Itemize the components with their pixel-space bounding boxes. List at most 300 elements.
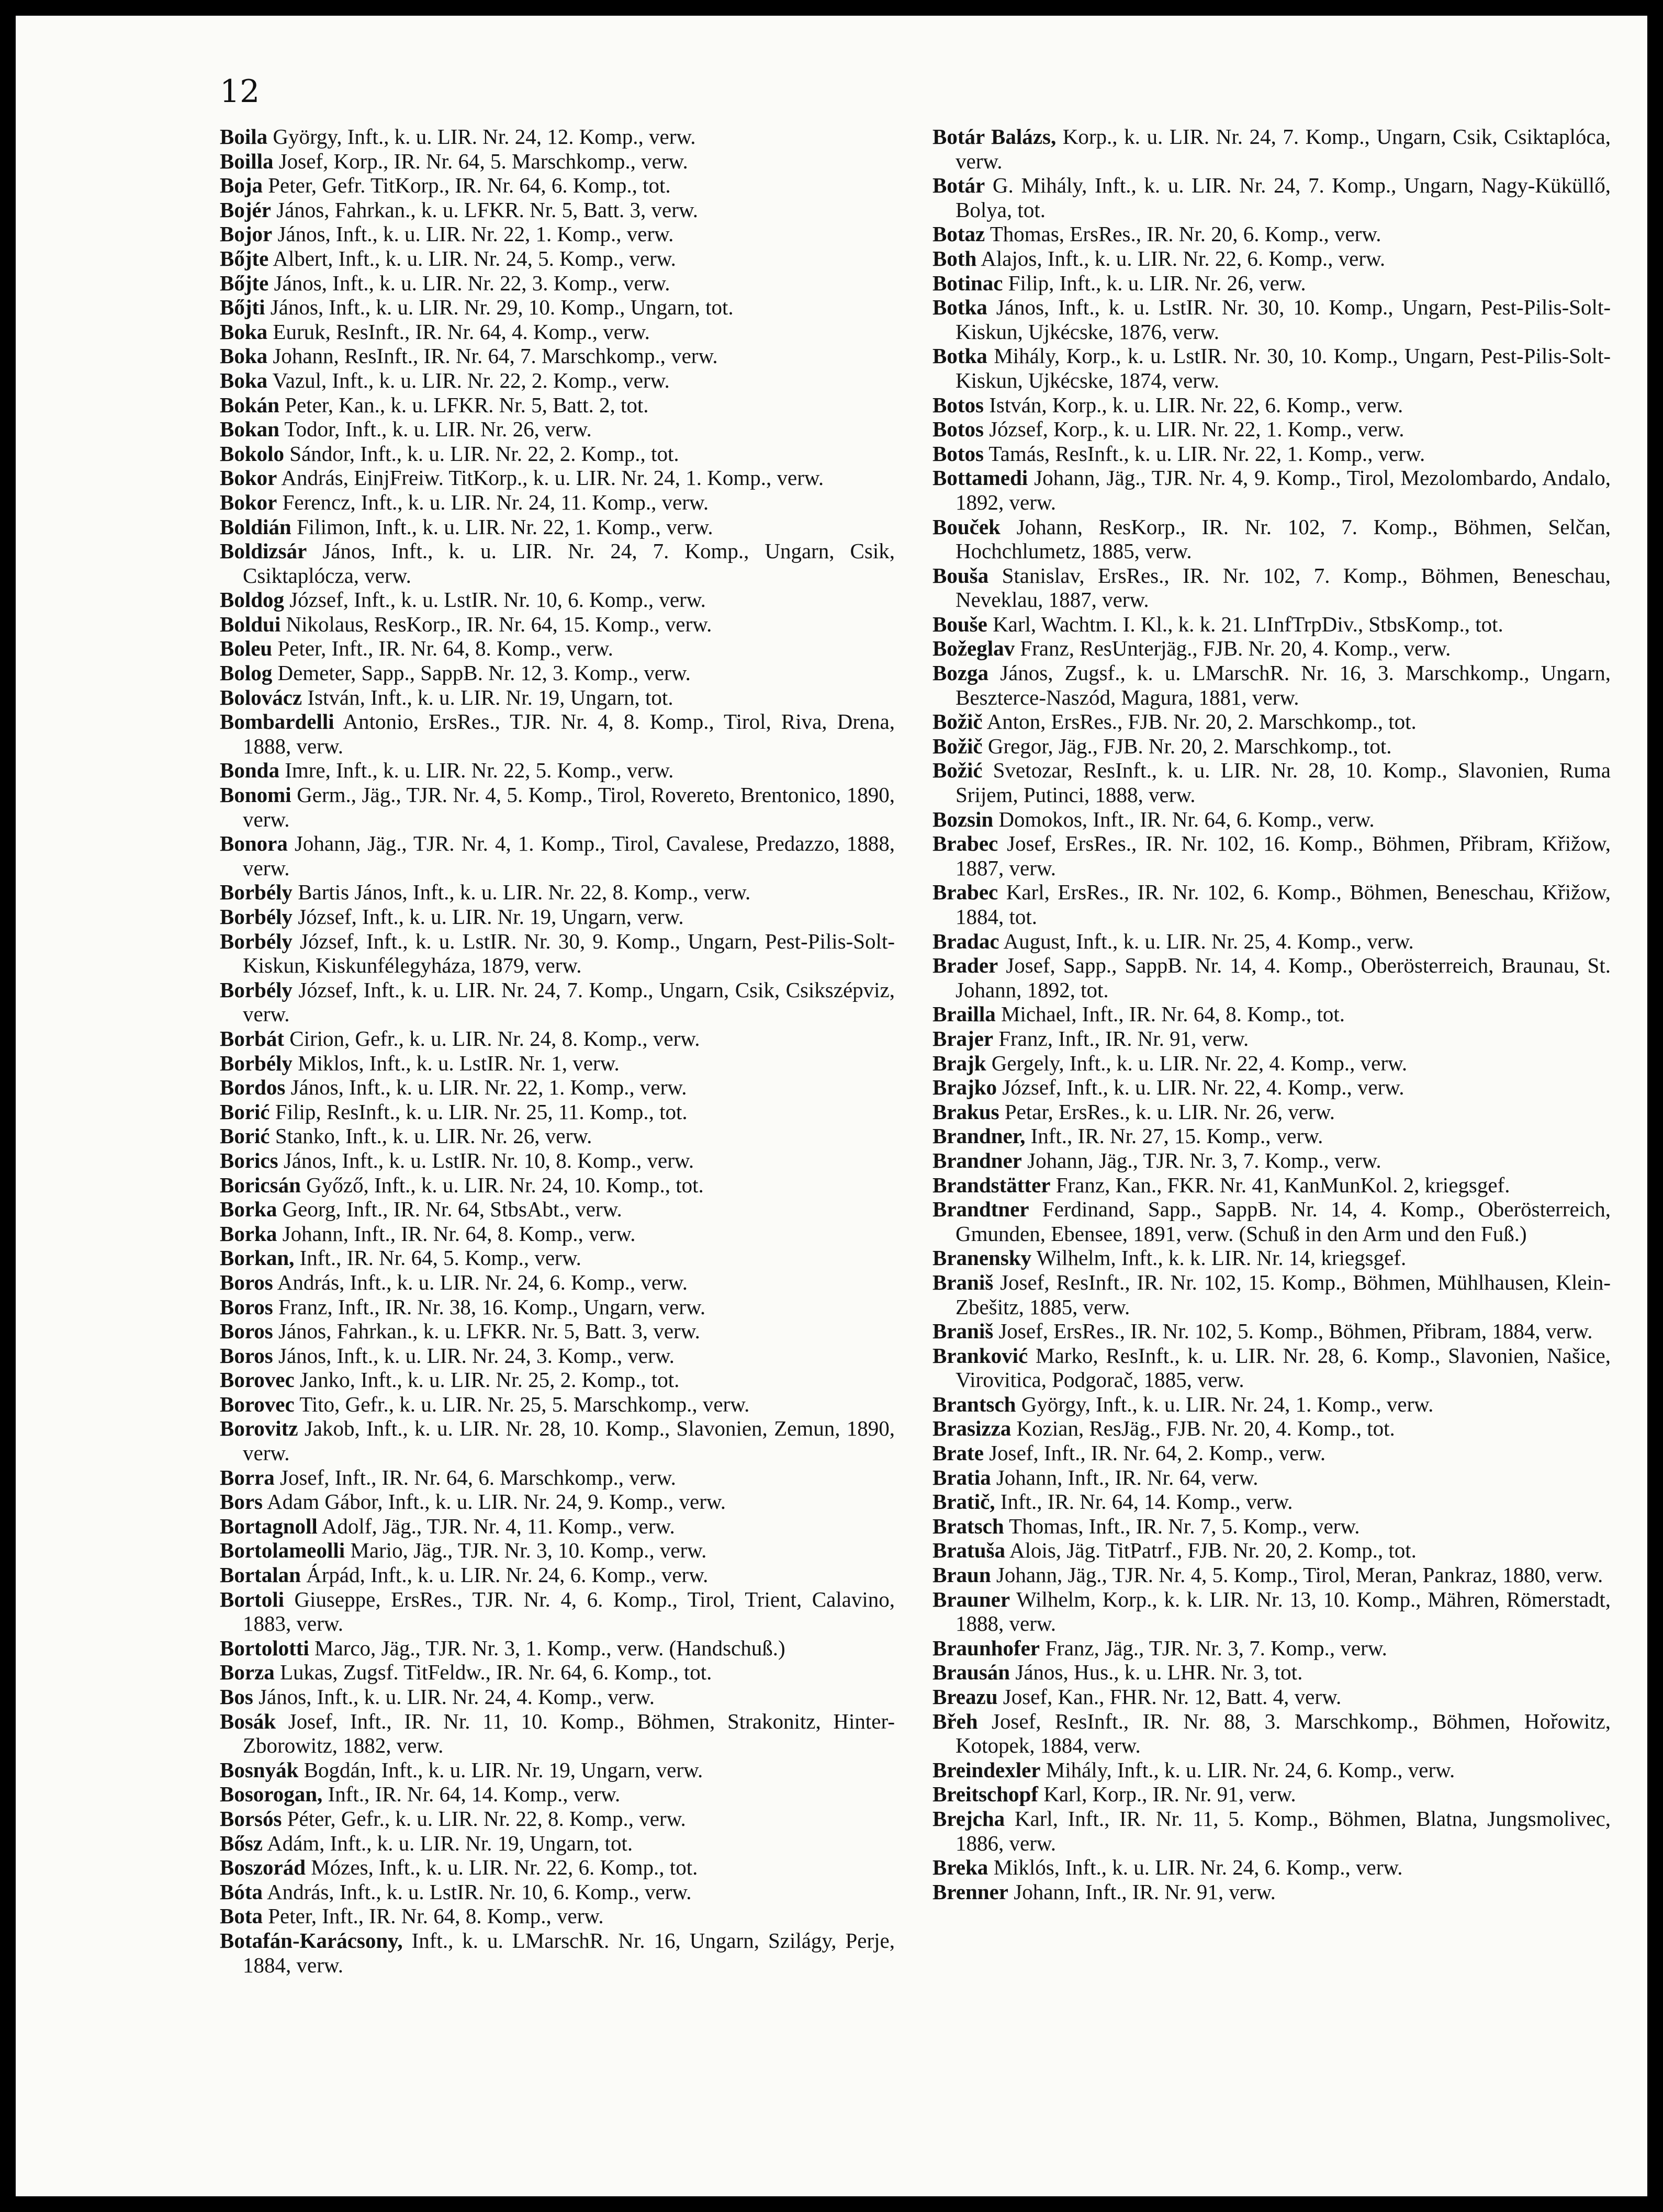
entry-details: Mario, Jäg., TJR. Nr. 3, 10. Komp., verw. xyxy=(345,1538,707,1563)
entry-surname: Borics xyxy=(220,1148,278,1172)
entry-details: Giuseppe, ErsRes., TJR. Nr. 4, 6. Komp., Tirol, Trient, Calavino, 1883, verw. xyxy=(243,1587,895,1636)
list-item xyxy=(932,734,1611,759)
entry-surname: Borovec xyxy=(220,1392,295,1416)
entry-details: Tamás, ResInft., k. u. LIR. Nr. 22, 1. Komp., verw. xyxy=(983,441,1425,466)
entry-surname: Borić xyxy=(220,1099,270,1124)
list-item xyxy=(220,1758,895,1782)
entry-details: Johann, Jäg., TJR. Nr. 3, 7. Komp., verw. xyxy=(1021,1148,1381,1172)
list-item xyxy=(932,1563,1611,1587)
list-item xyxy=(220,295,895,320)
entry-details: Peter, Kan., k. u. LFKR. Nr. 5, Batt. 2, tot. xyxy=(279,392,649,417)
entry-surname: Botinac xyxy=(932,270,1003,295)
entry-surname: Branensky xyxy=(932,1246,1032,1270)
list-item xyxy=(932,1709,1611,1758)
list-item xyxy=(932,417,1611,442)
list-item xyxy=(932,1538,1611,1563)
list-item xyxy=(220,588,895,612)
entry-surname: Boldizsár xyxy=(220,539,307,563)
list-item xyxy=(220,1392,895,1417)
entry-surname: Borbély xyxy=(220,905,293,929)
entry-details: Győző, Inft., k. u. LIR. Nr. 24, 10. Komp., tot. xyxy=(300,1172,704,1197)
entry-details: Inft., k. u. LMarschR. Nr. 16, Ungarn, Szilágy, Perje, 1884, verw. xyxy=(243,1928,895,1977)
list-item xyxy=(932,1392,1611,1417)
entry-surname: Borovec xyxy=(220,1368,295,1392)
entry-surname: Bradac xyxy=(932,929,999,953)
entry-details: Josef, Kan., FHR. Nr. 12, Batt. 4, verw. xyxy=(997,1685,1342,1709)
list-item xyxy=(220,1026,895,1051)
entry-details: Marco, Jäg., TJR. Nr. 3, 1. Komp., verw. (Handschuß.) xyxy=(309,1635,785,1660)
list-item xyxy=(220,1222,895,1246)
entry-surname: Braniš xyxy=(932,1270,994,1294)
list-item xyxy=(932,758,1611,807)
entry-surname: Bojér xyxy=(220,197,271,222)
entry-surname: Bőjte xyxy=(220,270,269,295)
entry-details: János, Inft., k. u. LIR. Nr. 22, 1. Komp., verw. xyxy=(272,222,674,246)
entry-surname: Bojor xyxy=(220,222,273,246)
list-item xyxy=(220,198,895,222)
list-item xyxy=(932,1880,1611,1904)
entry-surname: Boleu xyxy=(220,636,273,661)
list-item xyxy=(220,344,895,368)
entry-surname: Bolog xyxy=(220,661,273,685)
entry-details: Tito, Gefr., k. u. LIR. Nr. 25, 5. Marschkomp., verw. xyxy=(294,1392,750,1416)
entry-surname: Brabec xyxy=(932,831,998,856)
entry-surname: Bouša xyxy=(932,563,989,588)
list-item xyxy=(220,539,895,588)
list-item xyxy=(220,783,895,831)
list-item xyxy=(220,1709,895,1758)
entry-surname: Boja xyxy=(220,173,263,198)
entry-details: Josef, Inft., IR. Nr. 11, 10. Komp., Böhmen, Strakonitz, Hinter-Zborowitz, 1882, verw. xyxy=(243,1709,895,1758)
entry-details: Kozian, ResJäg., FJB. Nr. 20, 4. Komp., tot. xyxy=(1011,1416,1395,1441)
list-item xyxy=(932,1002,1611,1026)
entry-surname: Brandner xyxy=(932,1148,1022,1172)
entry-details: Péter, Gefr., k. u. LIR. Nr. 22, 8. Komp., verw. xyxy=(282,1806,686,1831)
entry-surname: Borka xyxy=(220,1221,277,1246)
list-item xyxy=(220,1173,895,1198)
list-item xyxy=(220,709,895,758)
list-item xyxy=(932,1782,1611,1807)
entry-details: Georg, Inft., IR. Nr. 64, StbsAbt., verw. xyxy=(277,1197,622,1222)
list-item xyxy=(220,1295,895,1319)
entry-details: János, Inft., k. u. LIR. Nr. 24, 7. Komp., Ungarn, Csik, Csiktaplócza, verw. xyxy=(243,539,895,588)
list-item xyxy=(220,1685,895,1709)
entry-details: János, Fahrkan., k. u. LFKR. Nr. 5, Batt. 3, verw. xyxy=(271,197,699,222)
entry-surname: Braunhofer xyxy=(932,1635,1040,1660)
list-item xyxy=(220,271,895,296)
list-item xyxy=(220,393,895,417)
entry-details: Franz, Jäg., TJR. Nr. 3, 7. Komp., verw. xyxy=(1040,1635,1387,1660)
list-item xyxy=(932,246,1611,271)
entry-surname: Bokán xyxy=(220,392,279,417)
entry-surname: Bouček xyxy=(932,514,1001,539)
entry-surname: Bősz xyxy=(220,1831,263,1855)
list-item xyxy=(220,1636,895,1661)
entry-surname: Bokor xyxy=(220,490,277,514)
entry-surname: Borbát xyxy=(220,1026,284,1051)
entry-details: Franz, Inft., IR. Nr. 91, verw. xyxy=(993,1026,1249,1051)
list-item xyxy=(932,271,1611,296)
entry-details: Filip, ResInft., k. u. LIR. Nr. 25, 11. Komp., tot. xyxy=(269,1099,688,1124)
list-item xyxy=(932,1026,1611,1051)
entry-surname: Breitschopf xyxy=(932,1782,1038,1807)
entry-details: Gregor, Jäg., FJB. Nr. 20, 2. Marschkomp., tot. xyxy=(982,733,1392,758)
entry-surname: Breindexler xyxy=(932,1757,1041,1782)
list-item xyxy=(932,1344,1611,1392)
entry-details: Euruk, ResInft., IR. Nr. 64, 4. Komp., verw. xyxy=(267,319,650,344)
list-item xyxy=(220,1368,895,1392)
list-item xyxy=(932,295,1611,344)
list-item xyxy=(220,1807,895,1831)
entry-surname: Boka xyxy=(220,368,268,392)
entry-details: Germ., Jäg., TJR. Nr. 4, 5. Komp., Tirol, Rovereto, Brentonico, 1890, verw. xyxy=(243,783,895,831)
entry-surname: Borbély xyxy=(220,929,293,953)
list-item xyxy=(932,442,1611,466)
entry-details: Antonio, ErsRes., TJR. Nr. 4, 8. Komp., Tirol, Riva, Drena, 1888, verw. xyxy=(243,709,895,758)
entry-surname: Boricsán xyxy=(220,1172,301,1197)
entry-surname: Bőjti xyxy=(220,295,265,320)
entry-details: Nikolaus, ResKorp., IR. Nr. 64, 15. Komp., verw. xyxy=(280,612,712,636)
list-item xyxy=(932,125,1611,173)
entry-details: Karl, Korp., IR. Nr. 91, verw. xyxy=(1038,1782,1296,1807)
entry-surname: Boros xyxy=(220,1270,273,1294)
entry-surname: Bőjte xyxy=(220,246,269,270)
list-item xyxy=(220,758,895,783)
entry-surname: Botaz xyxy=(932,222,985,246)
entry-surname: Borbély xyxy=(220,880,293,905)
entry-details: Alois, Jäg. TitPatrf., FJB. Nr. 20, 2. Komp., tot. xyxy=(1005,1538,1417,1563)
entry-surname: Branković xyxy=(932,1343,1028,1368)
list-item xyxy=(932,1270,1611,1319)
entry-details: Stanko, Inft., k. u. LIR. Nr. 26, verw. xyxy=(269,1124,592,1148)
entry-surname: Bonda xyxy=(220,758,279,783)
entry-details: Ferencz, Inft., k. u. LIR. Nr. 24, 11. Komp., verw. xyxy=(277,490,709,514)
entry-details: János, Inft., k. u. LIR. Nr. 22, 3. Komp., verw. xyxy=(268,270,670,295)
entry-details: Inft., IR. Nr. 27, 15. Komp., verw. xyxy=(1025,1124,1323,1148)
entry-details: János, Inft., k. u. LIR. Nr. 29, 10. Komp., Ungarn, tot. xyxy=(265,295,734,320)
entry-details: Miklós, Inft., k. u. LIR. Nr. 24, 6. Komp., verw. xyxy=(988,1855,1403,1880)
entry-details: Vazul, Inft., k. u. LIR. Nr. 22, 2. Komp., verw. xyxy=(267,368,670,392)
entry-details: Peter, Inft., IR. Nr. 64, 8. Komp., verw. xyxy=(272,636,613,661)
list-item xyxy=(220,612,895,637)
entry-details: Bartis János, Inft., k. u. LIR. Nr. 22, 8. Komp., verw. xyxy=(292,880,751,905)
list-item xyxy=(932,1416,1611,1441)
list-item xyxy=(932,1173,1611,1198)
entry-details: Korp., k. u. LIR. Nr. 24, 7. Komp., Ungarn, Csik, Csiktaplóca, verw. xyxy=(956,125,1611,173)
entry-surname: Brauner xyxy=(932,1587,1010,1611)
entry-surname: Bosorogan, xyxy=(220,1782,323,1807)
entry-details: Árpád, Inft., k. u. LIR. Nr. 24, 6. Komp., verw. xyxy=(300,1563,709,1587)
list-item xyxy=(220,173,895,198)
entry-details: G. Mihály, Inft., k. u. LIR. Nr. 24, 7. Komp., Ungarn, Nagy-Küküllő, Bolya, tot. xyxy=(956,173,1611,222)
entry-surname: Boros xyxy=(220,1343,273,1368)
list-item xyxy=(932,807,1611,832)
entry-surname: Bokolo xyxy=(220,441,285,466)
entry-surname: Božić xyxy=(932,758,983,783)
list-item xyxy=(220,1319,895,1344)
list-item xyxy=(220,905,895,929)
entry-details: Adolf, Jäg., TJR. Nr. 4, 11. Komp., verw. xyxy=(317,1514,675,1538)
entry-surname: Bozsin xyxy=(932,807,994,831)
entry-surname: Borka xyxy=(220,1197,277,1222)
list-item xyxy=(932,1489,1611,1514)
entry-surname: Bottamedi xyxy=(932,466,1028,490)
list-item xyxy=(220,978,895,1026)
entry-surname: Bozga xyxy=(932,661,989,685)
entry-surname: Bóta xyxy=(220,1879,263,1904)
list-item xyxy=(932,1660,1611,1685)
entry-details: Johann, Inft., IR. Nr. 64, 8. Komp., verw. xyxy=(277,1221,636,1246)
entry-details: József, Inft., k. u. LIR. Nr. 22, 4. Komp., verw. xyxy=(997,1075,1404,1100)
entry-details: Albert, Inft., k. u. LIR. Nr. 24, 5. Komp., verw. xyxy=(268,246,676,270)
entry-surname: Bos xyxy=(220,1685,253,1709)
entry-details: Josef, ErsRes., IR. Nr. 102, 16. Komp., Böhmen, Přibram, Křižow, 1887, verw. xyxy=(956,831,1611,880)
list-item xyxy=(220,1782,895,1807)
entry-surname: Bota xyxy=(220,1904,263,1928)
list-item xyxy=(932,1124,1611,1148)
entry-surname: Boka xyxy=(220,344,268,368)
entry-surname: Bortolotti xyxy=(220,1635,309,1660)
list-item xyxy=(220,1538,895,1563)
list-item xyxy=(220,466,895,490)
entry-surname: Brausán xyxy=(932,1660,1010,1685)
list-item xyxy=(220,1660,895,1685)
list-item xyxy=(220,1928,895,1977)
entry-details: Imre, Inft., k. u. LIR. Nr. 22, 5. Komp., verw. xyxy=(279,758,674,783)
list-item xyxy=(220,1880,895,1904)
entry-surname: Borovitz xyxy=(220,1416,298,1441)
entry-surname: Botos xyxy=(932,417,984,442)
list-item xyxy=(220,1465,895,1490)
list-item xyxy=(220,685,895,710)
list-item xyxy=(220,1100,895,1124)
entry-surname: Brakus xyxy=(932,1099,999,1124)
list-item xyxy=(220,661,895,685)
list-item xyxy=(932,1807,1611,1855)
list-item xyxy=(932,344,1611,392)
entry-details: Josef, ResInft., IR. Nr. 102, 15. Komp., Böhmen, Mühlhausen, Klein-Zbešitz, 1885, verw. xyxy=(956,1270,1611,1319)
entry-surname: Brajer xyxy=(932,1026,994,1051)
list-item xyxy=(932,880,1611,929)
entry-surname: Breazu xyxy=(932,1685,998,1709)
entry-surname: Borsós xyxy=(220,1806,282,1831)
entry-details: Josef, ErsRes., IR. Nr. 102, 5. Komp., Böhmen, Přibram, 1884, verw. xyxy=(993,1319,1593,1344)
entry-details: János, Inft., k. u. LstIR. Nr. 10, 8. Komp., verw. xyxy=(278,1148,694,1172)
list-item xyxy=(220,320,895,344)
entry-details: Karl, Inft., IR. Nr. 11, 5. Komp., Böhmen, Blatna, Jungsmolivec, 1886, verw. xyxy=(956,1806,1611,1855)
entry-surname: Botka xyxy=(932,344,987,368)
entry-surname: Brejcha xyxy=(932,1806,1005,1831)
entry-surname: Božič xyxy=(932,733,983,758)
entry-details: Sándor, Inft., k. u. LIR. Nr. 22, 2. Komp., tot. xyxy=(284,441,679,466)
list-item xyxy=(220,125,895,149)
entry-details: Lukas, Zugsf. TitFeldw., IR. Nr. 64, 6. Komp., tot. xyxy=(274,1660,712,1685)
list-item xyxy=(220,417,895,442)
entry-surname: Bosák xyxy=(220,1709,276,1733)
list-item xyxy=(220,1270,895,1295)
entry-details: Inft., IR. Nr. 64, 14. Komp., verw. xyxy=(322,1782,621,1807)
list-item xyxy=(220,246,895,271)
entry-details: Johann, Inft., IR. Nr. 91, verw. xyxy=(1008,1879,1276,1904)
list-item xyxy=(220,880,895,905)
entry-details: Franz, Kan., FKR. Nr. 41, KanMunKol. 2, kriegsgef. xyxy=(1050,1172,1510,1197)
right-column xyxy=(932,125,1611,1904)
entry-surname: Boros xyxy=(220,1294,273,1319)
entry-surname: Borbély xyxy=(220,1051,293,1075)
entry-details: György, Inft., k. u. LIR. Nr. 24, 1. Komp., verw. xyxy=(1016,1392,1434,1416)
list-item xyxy=(932,1636,1611,1661)
list-item xyxy=(220,636,895,661)
entry-surname: Brate xyxy=(932,1441,984,1465)
entry-surname: Bortolameolli xyxy=(220,1538,345,1563)
entry-details: Josef, Korp., IR. Nr. 64, 5. Marschkomp., verw. xyxy=(273,149,688,173)
entry-details: Adám, Inft., k. u. LIR. Nr. 19, Ungarn, tot. xyxy=(263,1831,633,1855)
list-item xyxy=(220,1514,895,1539)
list-item xyxy=(220,222,895,246)
entry-surname: Boila xyxy=(220,125,268,149)
list-item xyxy=(932,1197,1611,1246)
list-item xyxy=(932,515,1611,563)
entry-details: Bogdán, Inft., k. u. LIR. Nr. 19, Ungarn, verw. xyxy=(298,1757,703,1782)
entry-details: Thomas, Inft., IR. Nr. 7, 5. Komp., verw. xyxy=(1004,1514,1360,1538)
list-item xyxy=(932,1685,1611,1709)
entry-surname: Brabec xyxy=(932,880,998,905)
entry-details: Miklos, Inft., k. u. LstIR. Nr. 1, verw. xyxy=(292,1051,620,1075)
entry-details: Inft., IR. Nr. 64, 14. Komp., verw. xyxy=(995,1489,1293,1514)
left-column xyxy=(220,125,895,1977)
entry-surname: Boilla xyxy=(220,149,274,173)
entry-details: János, Inft., k. u. LstIR. Nr. 30, 10. Komp., Ungarn, Pest-Pilis-Solt-Kiskun, Ujkécske, 1876, verw. xyxy=(956,295,1611,344)
list-item xyxy=(220,1075,895,1100)
entry-surname: Borkan, xyxy=(220,1246,295,1270)
entry-surname: Botár Balázs, xyxy=(932,125,1057,149)
entry-details: András, Inft., k. u. LstIR. Nr. 10, 6. Komp., verw. xyxy=(263,1879,692,1904)
entry-details: Josef, ResInft., IR. Nr. 88, 3. Marschkomp., Böhmen, Hořowitz, Kotopek, 1884, verw. xyxy=(956,1709,1611,1758)
entry-details: Johann, Inft., IR. Nr. 64, verw. xyxy=(991,1465,1259,1489)
entry-details: Karl, Wachtm. I. Kl., k. k. 21. LInfTrpDiv., StbsKomp., tot. xyxy=(987,612,1503,636)
entry-details: Petar, ErsRes., k. u. LIR. Nr. 26, verw. xyxy=(999,1099,1335,1124)
list-item xyxy=(932,1051,1611,1076)
entry-details: Mihály, Korp., k. u. LstIR. Nr. 30, 10. Komp., Ungarn, Pest-Pilis-Solt-Kiskun, Ujkécske, 1874, verw. xyxy=(956,344,1611,392)
list-item xyxy=(220,1051,895,1076)
entry-details: Josef, Sapp., SappB. Nr. 14, 4. Komp., Oberösterreich, Braunau, St. Johann, 1892, tot. xyxy=(956,953,1611,1002)
entry-details: Ferdinand, Sapp., SappB. Nr. 14, 4. Komp., Oberösterreich, Gmunden, Ebensee, 1891, verw. (Schuß in den Arm und den Fuß.) xyxy=(956,1197,1611,1246)
entry-details: János, Hus., k. u. LHR. Nr. 3, tot. xyxy=(1010,1660,1303,1685)
entry-surname: Bokan xyxy=(220,417,279,442)
entry-surname: Borić xyxy=(220,1124,270,1148)
entry-surname: Bouše xyxy=(932,612,987,636)
entry-details: József, Inft., k. u. LstIR. Nr. 10, 6. Komp., verw. xyxy=(284,588,706,612)
list-item xyxy=(932,1855,1611,1880)
entry-surname: Brenner xyxy=(932,1879,1009,1904)
entry-surname: Bokor xyxy=(220,466,277,490)
entry-details: Wilhelm, Korp., k. k. LIR. Nr. 13, 10. Komp., Mähren, Römerstadt, 1888, verw. xyxy=(956,1587,1611,1636)
entry-details: August, Inft., k. u. LIR. Nr. 25, 4. Komp., verw. xyxy=(999,929,1414,953)
entry-surname: Brantsch xyxy=(932,1392,1016,1416)
list-item xyxy=(220,149,895,174)
entry-surname: Bortagnoll xyxy=(220,1514,318,1538)
list-item xyxy=(220,442,895,466)
entry-surname: Bosnyák xyxy=(220,1757,299,1782)
list-item xyxy=(932,1758,1611,1782)
list-item xyxy=(220,929,895,978)
entry-surname: Bratsch xyxy=(932,1514,1004,1538)
entry-surname: Botos xyxy=(932,441,984,466)
entry-surname: Botafán-Karácsony, xyxy=(220,1928,403,1953)
entry-details: Michael, Inft., IR. Nr. 64, 8. Komp., tot. xyxy=(995,1002,1345,1026)
entry-surname: Boldog xyxy=(220,588,285,612)
entry-details: György, Inft., k. u. LIR. Nr. 24, 12. Komp., verw. xyxy=(267,125,696,149)
entry-surname: Brandtner xyxy=(932,1197,1029,1222)
entry-details: Thomas, ErsRes., IR. Nr. 20, 6. Komp., verw. xyxy=(985,222,1381,246)
list-item xyxy=(932,222,1611,246)
entry-details: Gergely, Inft., k. u. LIR. Nr. 22, 4. Komp., verw. xyxy=(986,1051,1408,1075)
list-item xyxy=(932,1441,1611,1465)
list-item xyxy=(932,563,1611,612)
entry-surname: Breka xyxy=(932,1855,988,1880)
entry-surname: Boka xyxy=(220,319,268,344)
entry-surname: Brajko xyxy=(932,1075,997,1100)
entry-surname: Brader xyxy=(932,953,998,978)
entry-details: Marko, ResInft., k. u. LIR. Nr. 28, 6. Komp., Slavonien, Našice, Virovitica, Podgorač, 1885, verw. xyxy=(956,1343,1611,1392)
entry-details: József, Korp., k. u. LIR. Nr. 22, 1. Komp., verw. xyxy=(983,417,1404,442)
list-item xyxy=(932,466,1611,514)
entry-details: Johann, Jäg., TJR. Nr. 4, 5. Komp., Tirol, Meran, Pankraz, 1880, verw. xyxy=(991,1563,1603,1587)
entry-details: Adam Gábor, Inft., k. u. LIR. Nr. 24, 9. Komp., verw. xyxy=(263,1489,726,1514)
entry-details: Janko, Inft., k. u. LIR. Nr. 25, 2. Komp., tot. xyxy=(294,1368,680,1392)
entry-surname: Bonomi xyxy=(220,783,291,807)
entry-details: József, Inft., k. u. LIR. Nr. 19, Ungarn, verw. xyxy=(292,905,684,929)
entry-surname: Borza xyxy=(220,1660,275,1685)
entry-details: Johann, Jäg., TJR. Nr. 4, 1. Komp., Tirol, Cavalese, Predazzo, 1888, verw. xyxy=(243,831,895,880)
entry-details: Peter, Inft., IR. Nr. 64, 8. Komp., verw. xyxy=(263,1904,604,1928)
entry-surname: Břeh xyxy=(932,1709,978,1733)
entry-surname: Bordos xyxy=(220,1075,286,1100)
entry-details: Domokos, Inft., IR. Nr. 64, 6. Komp., verw. xyxy=(993,807,1375,831)
list-item xyxy=(220,1904,895,1928)
entry-details: András, EinjFreiw. TitKorp., k. u. LIR. Nr. 24, 1. Komp., verw. xyxy=(277,466,824,490)
entry-details: Mózes, Inft., k. u. LIR. Nr. 22, 6. Komp., tot. xyxy=(306,1855,698,1880)
entry-details: Peter, Gefr. TitKorp., IR. Nr. 64, 6. Komp., tot. xyxy=(263,173,671,198)
list-item xyxy=(932,1100,1611,1124)
entry-surname: Bonora xyxy=(220,831,288,856)
entry-surname: Brandner, xyxy=(932,1124,1026,1148)
entry-surname: Brailla xyxy=(932,1002,996,1026)
entry-details: János, Inft., k. u. LIR. Nr. 22, 1. Komp., verw. xyxy=(285,1075,687,1100)
entry-details: Jakob, Inft., k. u. LIR. Nr. 28, 10. Komp., Slavonien, Zemun, 1890, verw. xyxy=(243,1416,895,1465)
list-item xyxy=(932,1465,1611,1490)
list-item xyxy=(220,1344,895,1368)
entry-surname: Braniš xyxy=(932,1319,994,1344)
list-item xyxy=(220,1246,895,1270)
list-item xyxy=(220,1124,895,1148)
entry-details: József, Inft., k. u. LstIR. Nr. 30, 9. Komp., Ungarn, Pest-Pilis-Solt-Kiskun, Kiskunfélegyháza, 1879, verw. xyxy=(243,929,895,978)
entry-details: Mihály, Inft., k. u. LIR. Nr. 24, 6. Komp., verw. xyxy=(1040,1757,1455,1782)
entry-details: Todor, Inft., k. u. LIR. Nr. 26, verw. xyxy=(279,417,592,442)
entry-details: János, Zugsf., k. u. LMarschR. Nr. 16, 3. Marschkomp., Ungarn, Beszterce-Naszód, Magura, 1881, verw. xyxy=(956,661,1611,709)
list-item xyxy=(932,1075,1611,1100)
list-item xyxy=(220,1587,895,1636)
entry-surname: Bombardelli xyxy=(220,709,334,734)
entry-surname: Bratuša xyxy=(932,1538,1005,1563)
list-item xyxy=(220,1416,895,1465)
list-item xyxy=(932,1246,1611,1270)
entry-surname: Braun xyxy=(932,1563,991,1587)
entry-surname: Božeglav xyxy=(932,636,1015,661)
list-item xyxy=(220,368,895,393)
list-item xyxy=(932,1514,1611,1539)
list-item xyxy=(932,1319,1611,1344)
